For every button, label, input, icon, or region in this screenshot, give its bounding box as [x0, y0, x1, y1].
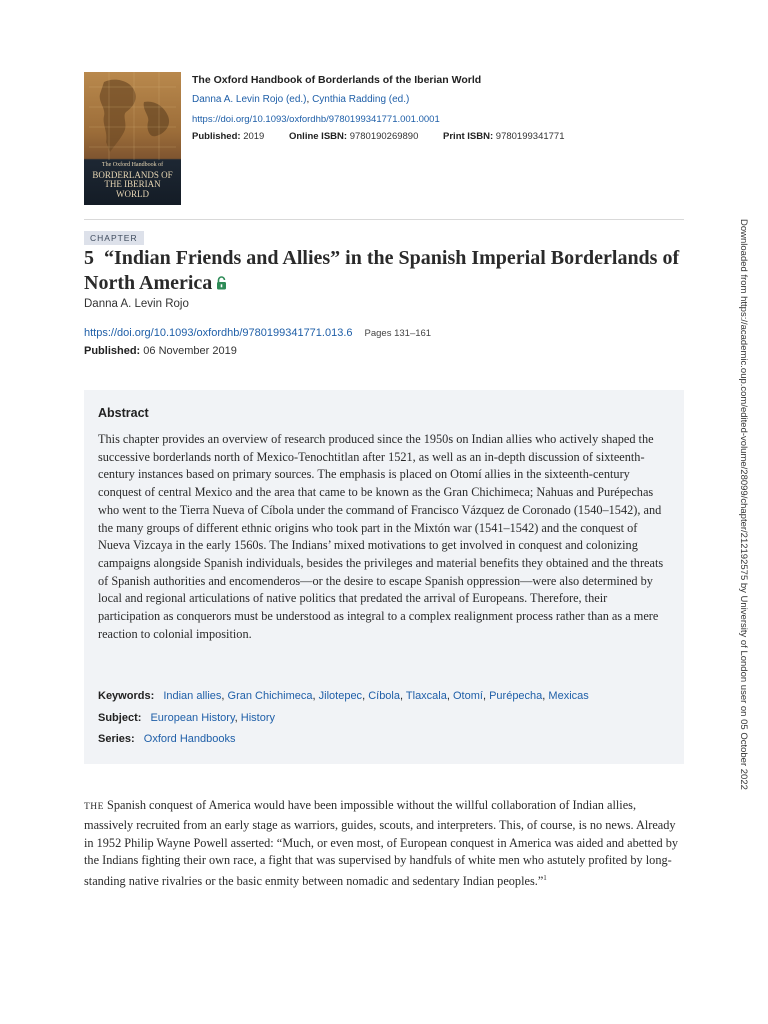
keyword-separator: , — [221, 690, 228, 702]
series-label: Series: — [98, 733, 135, 745]
keywords-row — [98, 690, 589, 702]
download-watermark: Downloaded from https://academic.oup.com/edited-volume/28099/chapter/212192575 by University of London user on 05 October 2022 — [738, 219, 749, 790]
book-info — [192, 72, 692, 142]
keyword-link[interactable]: Jilotepec — [318, 690, 363, 702]
keyword-separator: , — [362, 690, 369, 702]
print-isbn-label: Print ISBN: — [443, 131, 494, 142]
editor-separator: , — [306, 94, 313, 105]
keyword-separator: , — [482, 690, 490, 702]
keyword-separator: , — [446, 690, 453, 702]
subject-row — [98, 712, 275, 724]
keyword-link[interactable]: Cíbola — [368, 690, 400, 702]
book-cover[interactable] — [84, 72, 181, 205]
chapter-doi-row — [84, 327, 431, 339]
published-value: 2019 — [243, 131, 265, 142]
cover-title-line2: BORDERLANDS OF — [92, 169, 173, 180]
keyword-link[interactable]: Tlaxcala — [405, 690, 447, 702]
chapter-published-label: Published: — [84, 345, 141, 357]
chapter-author[interactable]: Danna A. Levin Rojo — [84, 298, 189, 310]
body-paragraph — [84, 797, 684, 891]
subject-separator: , — [234, 712, 241, 724]
keyword-link[interactable]: Mexicas — [548, 690, 589, 702]
subject-link[interactable]: European History — [150, 712, 235, 724]
published-label: Published: — [192, 131, 241, 142]
book-title[interactable]: The Oxford Handbook of Borderlands of the Iberian World — [192, 74, 482, 86]
body-lead-word: THE — [84, 802, 104, 812]
header-divider — [84, 219, 684, 220]
keyword-separator: , — [542, 690, 549, 702]
online-isbn-value: 9780190269890 — [349, 131, 419, 142]
book-doi-link[interactable]: https://doi.org/10.1093/oxfordhb/9780199341771.001.0001 — [192, 114, 440, 125]
cover-map-illustration — [84, 72, 181, 160]
print-isbn-value: 9780199341771 — [495, 131, 565, 142]
cover-title-line3: THE IBERIAN WORLD — [104, 179, 161, 200]
chapter-number: 5 — [84, 247, 94, 269]
chapter-title-text: “Indian Friends and Allies” in the Spanish Imperial Borderlands of North America — [84, 247, 680, 294]
open-access-lock-icon — [216, 272, 227, 297]
subject-label: Subject: — [98, 712, 142, 724]
keyword-separator: , — [399, 690, 406, 702]
online-isbn-label: Online ISBN: — [288, 131, 348, 142]
chapter-title — [84, 246, 684, 297]
chapter-pages: Pages 131–161 — [364, 328, 432, 339]
keyword-link[interactable]: Gran Chichimeca — [227, 690, 313, 702]
cover-title — [88, 162, 177, 200]
abstract-box — [84, 390, 684, 764]
chapter-badge: CHAPTER — [84, 231, 144, 245]
keyword-link[interactable]: Indian allies — [163, 690, 222, 702]
chapter-published-value: 06 November 2019 — [143, 345, 237, 357]
footnote-ref[interactable]: 1 — [543, 874, 547, 883]
keywords-label: Keywords: — [98, 690, 155, 702]
book-header — [84, 72, 684, 206]
chapter-doi-link[interactable]: https://doi.org/10.1093/oxfordhb/9780199341771.013.6 — [84, 327, 353, 339]
editor-link[interactable]: Cynthia Radding (ed.) — [312, 94, 410, 105]
book-editors — [192, 94, 692, 105]
abstract-heading: Abstract — [98, 406, 149, 420]
keyword-link[interactable]: Otomí — [453, 690, 483, 702]
chapter-published — [84, 345, 237, 357]
subject-link[interactable]: History — [240, 712, 275, 724]
keyword-separator: , — [312, 690, 319, 702]
editor-link[interactable]: Danna A. Levin Rojo (ed.) — [192, 94, 307, 105]
series-row — [98, 733, 235, 745]
series-link[interactable]: Oxford Handbooks — [143, 733, 236, 745]
cover-title-line1: The Oxford Handbook of — [101, 162, 164, 168]
book-meta — [192, 131, 692, 142]
body-paragraph-text: Spanish conquest of America would have been impossible without the willful collaboration of Indian allies, massively recruited from an early stage as warriors, guides, scouts, and interpreters. This, of course, is no news. Already in 1952 Philip Wayne Powell asserted: “Much, or even most, of European conquest in America was aided and abetted by the Indians fighting their own race, a fight that was supervised by handfuls of white men who astutely profited by long-standing native rivalries or the basic enmity between nomadic and sedentary Indian peoples.” — [84, 798, 679, 889]
keyword-link[interactable]: Purépecha — [489, 690, 543, 702]
abstract-text: This chapter provides an overview of research produced since the 1950s on Indian allies who actively shaped the successive borderlands north of Mexico-Tenochtitlan after 1521, as well as an in-depth discussion of sixteenth-century instances based on primary sources. The emphasis is placed on Otomí allies in the sixteenth-century conquest of central Mexico and the area that came to be known as the Gran Chichimeca; Nahuas and Purépechas who went to the Tierra Nueva of Cíbola under the command of Francisco Vázquez de Coronado (1540–1542), and the many groups of different ethnic origins who took part in the Mixtón war (1541–1542) and the conquest of Nueva Vizcaya in the early 1560s. The Indians’ mixed motivations to get involved in conquest and colonizing campaigns alongside Spanish individuals, besides the privileges and material benefits they obtained and the threats of Spanish authorities and encomenderos—or the desire to escape Spanish oppression—were also determined by local and regional articulations of native politics that predated the arrival of Europeans. Therefore, their participation as conquerors must be understood as integral to a complex realignment process rather than as a mere reaction to colonial imposition. — [98, 432, 664, 641]
